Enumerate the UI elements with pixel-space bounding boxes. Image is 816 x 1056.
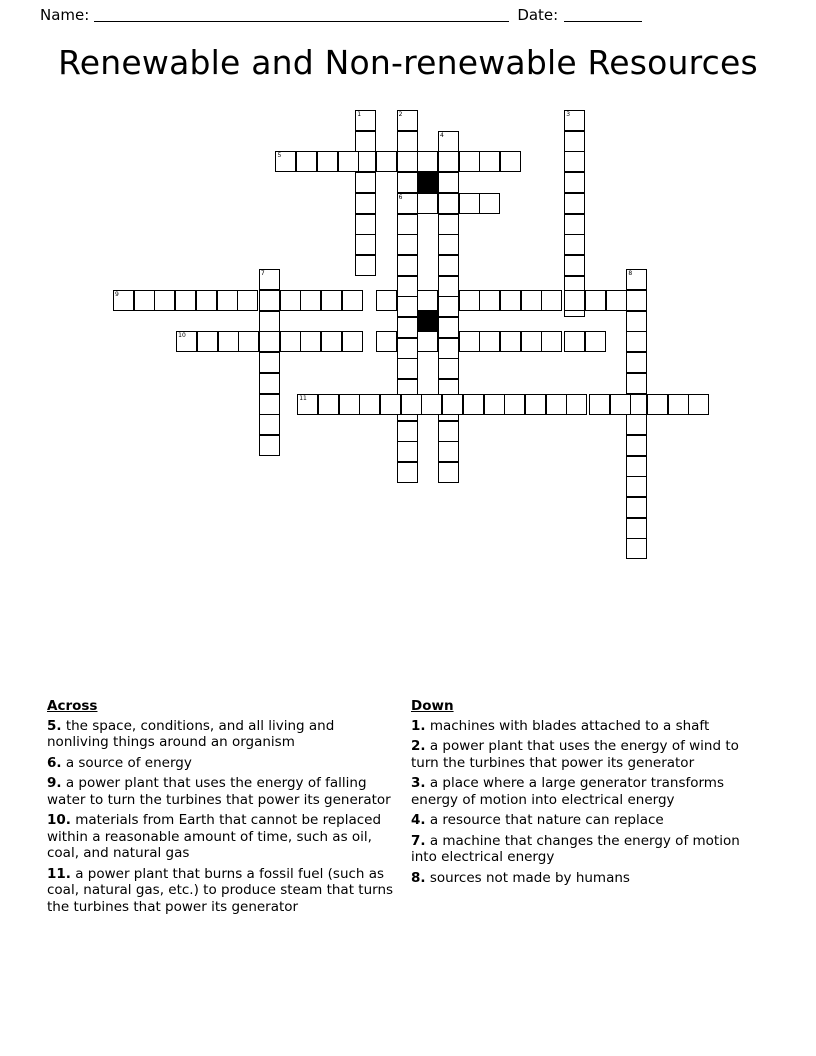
crossword-cell[interactable] bbox=[196, 290, 217, 311]
clue-text: machines with blades attached to a shaft bbox=[425, 717, 710, 734]
crossword-cell[interactable] bbox=[259, 269, 280, 290]
clue-text: a power plant that uses the energy of wind to turn the turbines that power its generator bbox=[411, 738, 739, 771]
crossword-block bbox=[417, 311, 438, 332]
clue-number: 2. bbox=[411, 738, 426, 754]
crossword-cell[interactable] bbox=[397, 110, 418, 131]
clue-item bbox=[47, 812, 399, 862]
crossword-cell[interactable] bbox=[417, 193, 438, 214]
clue-item bbox=[411, 775, 763, 808]
down-clues-column bbox=[411, 698, 763, 890]
clue-number: 7. bbox=[411, 832, 426, 849]
crossword-cell[interactable] bbox=[259, 435, 280, 456]
crossword-cell[interactable] bbox=[355, 172, 376, 193]
cell-number: 8 bbox=[628, 270, 633, 278]
crossword-cell[interactable] bbox=[438, 296, 459, 317]
crossword-cell[interactable] bbox=[355, 255, 376, 276]
crossword-cell[interactable] bbox=[564, 172, 585, 193]
crossword-cell[interactable] bbox=[397, 172, 418, 193]
crossword-cell[interactable] bbox=[300, 331, 321, 352]
crossword-cell[interactable] bbox=[438, 214, 459, 235]
crossword-cell[interactable] bbox=[459, 290, 480, 311]
cell-number: 2 bbox=[398, 111, 403, 118]
page-title: Renewable and Non-renewable Resources bbox=[58, 43, 758, 82]
crossword-cell[interactable] bbox=[342, 331, 363, 352]
crossword-cell[interactable] bbox=[397, 421, 418, 442]
crossword-cell[interactable] bbox=[459, 193, 480, 214]
crossword-cell[interactable] bbox=[259, 394, 280, 415]
crossword-cell[interactable] bbox=[626, 456, 647, 477]
crossword-cell[interactable] bbox=[521, 331, 542, 352]
crossword-cell[interactable] bbox=[484, 394, 505, 415]
crossword-cell[interactable] bbox=[397, 193, 418, 214]
crossword-cell[interactable] bbox=[564, 290, 585, 311]
clue-item bbox=[47, 718, 399, 751]
name-label: Name: bbox=[40, 6, 90, 24]
crossword-cell[interactable] bbox=[626, 476, 647, 497]
crossword-cell[interactable] bbox=[479, 331, 500, 352]
crossword-cell[interactable] bbox=[438, 441, 459, 462]
across-heading: Across bbox=[47, 698, 98, 714]
cell-number: 3 bbox=[566, 111, 571, 118]
crossword-cell[interactable] bbox=[397, 234, 418, 255]
crossword-cell[interactable] bbox=[459, 331, 480, 352]
crossword-cell[interactable] bbox=[626, 269, 647, 290]
crossword-cell[interactable] bbox=[259, 414, 280, 435]
crossword-cell[interactable] bbox=[626, 414, 647, 435]
date-label: Date: bbox=[517, 6, 559, 24]
crossword-cell[interactable] bbox=[397, 131, 418, 152]
crossword-cell[interactable] bbox=[438, 317, 459, 338]
crossword-cell[interactable] bbox=[546, 394, 567, 415]
cell-number: 11 bbox=[299, 394, 307, 402]
clue-item bbox=[47, 775, 399, 808]
clue-text: a machine that changes the energy of motion into electrical energy bbox=[411, 832, 740, 865]
crossword-cell[interactable] bbox=[626, 497, 647, 518]
crossword-cell[interactable] bbox=[397, 358, 418, 379]
clue-number: 10. bbox=[47, 812, 71, 828]
crossword-cell[interactable] bbox=[500, 290, 521, 311]
crossword-cell[interactable] bbox=[259, 352, 280, 373]
crossword-cell[interactable] bbox=[504, 394, 525, 415]
crossword-cell[interactable] bbox=[564, 255, 585, 276]
crossword-cell[interactable] bbox=[342, 290, 363, 311]
crossword-cell[interactable] bbox=[479, 290, 500, 311]
clue-item bbox=[47, 866, 399, 916]
crossword-cell[interactable] bbox=[259, 311, 280, 332]
crossword-cell[interactable] bbox=[589, 394, 610, 415]
clue-text: a power plant that uses the energy of falling water to turn the turbines that power its generator bbox=[47, 775, 391, 808]
crossword-cell[interactable] bbox=[397, 317, 418, 338]
clue-item bbox=[411, 718, 763, 735]
clue-text: a source of energy bbox=[61, 754, 192, 771]
crossword-cell[interactable] bbox=[521, 290, 542, 311]
crossword-cell[interactable] bbox=[197, 331, 218, 352]
crossword-cell[interactable] bbox=[564, 331, 585, 352]
crossword-cell[interactable] bbox=[479, 151, 500, 172]
clue-number: 3. bbox=[411, 775, 426, 791]
crossword-cell[interactable] bbox=[463, 394, 484, 415]
crossword-cell[interactable] bbox=[541, 331, 562, 352]
clue-number: 9. bbox=[47, 775, 62, 791]
crossword-cell[interactable] bbox=[376, 151, 397, 172]
crossword-cell[interactable] bbox=[564, 234, 585, 255]
crossword-cell[interactable] bbox=[317, 151, 338, 172]
crossword-cell[interactable] bbox=[397, 462, 418, 483]
crossword-cell[interactable] bbox=[296, 151, 317, 172]
clue-item bbox=[411, 870, 763, 887]
crossword-cell[interactable] bbox=[459, 151, 480, 172]
crossword-cell[interactable] bbox=[417, 331, 438, 352]
crossword-cell[interactable] bbox=[380, 394, 401, 415]
clue-text: materials from Earth that cannot be replaced within a reasonable amount of time, such as oil, coal, and natural gas bbox=[47, 812, 382, 861]
crossword-cell[interactable] bbox=[218, 331, 239, 352]
clue-number: 5. bbox=[47, 717, 62, 734]
crossword-cell[interactable] bbox=[280, 331, 301, 352]
crossword-cell[interactable] bbox=[397, 214, 418, 235]
crossword-cell[interactable] bbox=[647, 394, 668, 415]
crossword-cell[interactable] bbox=[564, 193, 585, 214]
crossword-cell[interactable] bbox=[175, 290, 196, 311]
crossword-cell[interactable] bbox=[280, 290, 301, 311]
clue-item bbox=[411, 812, 763, 829]
crossword-cell[interactable] bbox=[397, 338, 418, 359]
crossword-cell[interactable] bbox=[397, 441, 418, 462]
crossword-block bbox=[417, 172, 438, 193]
crossword-cell[interactable] bbox=[355, 131, 376, 152]
crossword-cell[interactable] bbox=[626, 331, 647, 352]
crossword-cell[interactable] bbox=[566, 394, 587, 415]
clue-number: 6. bbox=[47, 754, 62, 771]
crossword-cell[interactable] bbox=[217, 290, 238, 311]
crossword-cell[interactable] bbox=[610, 394, 631, 415]
crossword-cell[interactable] bbox=[438, 276, 459, 297]
crossword-cell[interactable] bbox=[417, 290, 438, 311]
cell-number: 5 bbox=[277, 152, 282, 160]
crossword-cell[interactable] bbox=[500, 331, 521, 352]
crossword-cell[interactable] bbox=[564, 151, 585, 172]
crossword-cell[interactable] bbox=[259, 331, 280, 352]
clue-number: 11. bbox=[47, 865, 71, 882]
crossword-cell[interactable] bbox=[585, 331, 606, 352]
crossword-cell[interactable] bbox=[438, 193, 459, 214]
crossword-cell[interactable] bbox=[668, 394, 689, 415]
crossword-cell[interactable] bbox=[376, 290, 397, 311]
crossword-cell[interactable] bbox=[259, 373, 280, 394]
crossword-cell[interactable] bbox=[525, 394, 546, 415]
clue-number: 8. bbox=[411, 869, 426, 886]
crossword-cell[interactable] bbox=[626, 290, 647, 311]
crossword-cell[interactable] bbox=[397, 296, 418, 317]
crossword-cell[interactable] bbox=[275, 151, 296, 172]
crossword-cell[interactable] bbox=[397, 276, 418, 297]
crossword-cell[interactable] bbox=[438, 234, 459, 255]
crossword-cell[interactable] bbox=[359, 394, 380, 415]
crossword-cell[interactable] bbox=[438, 338, 459, 359]
crossword-cell[interactable] bbox=[300, 290, 321, 311]
crossword-cell[interactable] bbox=[438, 131, 459, 152]
crossword-cell[interactable] bbox=[438, 172, 459, 193]
crossword-cell[interactable] bbox=[438, 151, 459, 172]
crossword-cell[interactable] bbox=[626, 435, 647, 456]
crossword-cell[interactable] bbox=[339, 394, 360, 415]
crossword-cell[interactable] bbox=[438, 421, 459, 442]
crossword-cell[interactable] bbox=[355, 214, 376, 235]
clue-text: a resource that nature can replace bbox=[425, 812, 664, 828]
crossword-cell[interactable] bbox=[688, 394, 709, 415]
cell-number: 7 bbox=[260, 270, 265, 278]
crossword-cell[interactable] bbox=[438, 462, 459, 483]
cell-number: 9 bbox=[115, 291, 119, 299]
crossword-cell[interactable] bbox=[338, 151, 359, 172]
crossword-cell[interactable] bbox=[321, 331, 342, 352]
crossword-cell[interactable] bbox=[176, 331, 197, 352]
cell-number: 6 bbox=[398, 193, 403, 201]
down-heading: Down bbox=[411, 698, 454, 714]
cell-number: 1 bbox=[357, 111, 362, 118]
clue-text: a power plant that burns a fossil fuel (such as coal, natural gas, etc.) to produce steam that turns the turbines that power its generator bbox=[47, 865, 394, 915]
crossword-cell[interactable] bbox=[318, 394, 339, 415]
crossword-cell[interactable] bbox=[397, 255, 418, 276]
crossword-cell[interactable] bbox=[238, 331, 259, 352]
crossword-cell[interactable] bbox=[626, 373, 647, 394]
crossword-cell[interactable] bbox=[626, 518, 647, 539]
cell-number: 4 bbox=[439, 131, 444, 139]
crossword-cell[interactable] bbox=[500, 151, 521, 172]
crossword-cell[interactable] bbox=[606, 290, 627, 311]
crossword-cell[interactable] bbox=[355, 193, 376, 214]
crossword-cell[interactable] bbox=[237, 290, 258, 311]
across-clue-list bbox=[47, 718, 399, 916]
crossword-cell[interactable] bbox=[564, 110, 585, 131]
crossword-cell[interactable] bbox=[564, 131, 585, 152]
clue-text: sources not made by humans bbox=[425, 869, 630, 886]
crossword-cell[interactable] bbox=[585, 290, 606, 311]
crossword-cell[interactable] bbox=[442, 394, 463, 415]
crossword-cell[interactable] bbox=[564, 214, 585, 235]
crossword-cell[interactable] bbox=[376, 331, 397, 352]
clue-item bbox=[411, 738, 763, 771]
crossword-cell[interactable] bbox=[479, 193, 500, 214]
crossword-cell[interactable] bbox=[626, 352, 647, 373]
down-clue-list bbox=[411, 718, 763, 887]
crossword-cell[interactable] bbox=[541, 290, 562, 311]
crossword-cell[interactable] bbox=[626, 538, 647, 559]
clue-item bbox=[47, 755, 399, 772]
crossword-cell[interactable] bbox=[626, 311, 647, 332]
clue-text: a place where a large generator transforms energy of motion into electrical energy bbox=[411, 775, 724, 808]
crossword-cell[interactable] bbox=[355, 234, 376, 255]
clue-item bbox=[411, 833, 763, 866]
clue-number: 1. bbox=[411, 717, 426, 734]
crossword-cell[interactable] bbox=[134, 290, 155, 311]
crossword-cell[interactable] bbox=[421, 394, 442, 415]
crossword-cell[interactable] bbox=[259, 290, 280, 311]
crossword-cell[interactable] bbox=[321, 290, 342, 311]
crossword-cell[interactable] bbox=[113, 290, 134, 311]
crossword-cell[interactable] bbox=[401, 394, 422, 415]
clue-text: the space, conditions, and all living and nonliving things around an organism bbox=[47, 717, 335, 750]
crossword-cell[interactable] bbox=[154, 290, 175, 311]
crossword-cell[interactable] bbox=[397, 151, 418, 172]
crossword-cell[interactable] bbox=[438, 358, 459, 379]
across-clues-column bbox=[47, 698, 399, 919]
crossword-cell[interactable] bbox=[297, 394, 318, 415]
clue-number: 4. bbox=[411, 812, 426, 828]
crossword-cell[interactable] bbox=[438, 255, 459, 276]
crossword-cell[interactable] bbox=[417, 151, 438, 172]
crossword-cell[interactable] bbox=[355, 110, 376, 131]
cell-number: 10 bbox=[178, 332, 186, 340]
